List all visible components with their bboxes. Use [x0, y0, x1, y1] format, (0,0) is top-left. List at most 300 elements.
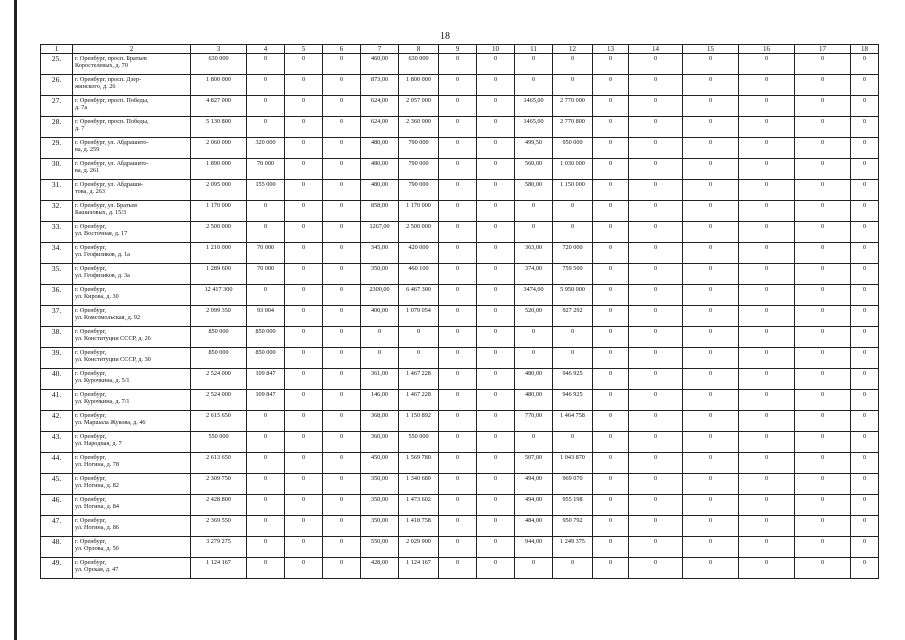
- value-cell: 550 000: [191, 432, 247, 453]
- value-cell: 0: [285, 327, 323, 348]
- value-cell: 0: [629, 369, 683, 390]
- value-cell: 0: [739, 138, 795, 159]
- value-cell: 0: [247, 558, 285, 579]
- value-cell: 2 524 000: [191, 390, 247, 411]
- value-cell: 0: [477, 495, 515, 516]
- value-cell: 0: [247, 285, 285, 306]
- value-cell: 0: [593, 453, 629, 474]
- address-line: ва, д. 259: [75, 146, 100, 153]
- value-cell: 0: [285, 285, 323, 306]
- value-cell: 374,00: [515, 264, 553, 285]
- value-cell: 0: [477, 180, 515, 201]
- row-number: 26.: [41, 75, 73, 96]
- column-number: 4: [247, 45, 285, 54]
- row-number: 40.: [41, 369, 73, 390]
- column-number: 3: [191, 45, 247, 54]
- address-line: ул. Восточная, д. 17: [75, 230, 128, 237]
- value-cell: 0: [515, 222, 553, 243]
- value-cell: 0: [795, 369, 851, 390]
- value-cell: 0: [629, 201, 683, 222]
- value-cell: 0: [739, 159, 795, 180]
- value-cell: 0: [247, 222, 285, 243]
- row-number: 48.: [41, 537, 73, 558]
- value-cell: 0: [851, 96, 879, 117]
- value-cell: 0: [683, 411, 739, 432]
- value-cell: 0: [629, 138, 683, 159]
- value-cell: 0: [515, 201, 553, 222]
- row-number: 32.: [41, 201, 73, 222]
- address-line: г. Оренбург,: [75, 223, 107, 230]
- value-cell: 0: [629, 432, 683, 453]
- value-cell: 0: [285, 411, 323, 432]
- value-cell: 0: [439, 285, 477, 306]
- value-cell: 0: [515, 54, 553, 75]
- value-cell: 0: [739, 180, 795, 201]
- value-cell: 5 950 000: [553, 285, 593, 306]
- value-cell: 2 369 550: [191, 516, 247, 537]
- value-cell: 1 800 000: [399, 75, 439, 96]
- value-cell: 0: [477, 453, 515, 474]
- value-cell: 0: [477, 516, 515, 537]
- value-cell: 0: [247, 537, 285, 558]
- table-row: [41, 348, 879, 369]
- row-number: 27.: [41, 96, 73, 117]
- address-line: г. Оренбург,: [75, 265, 107, 272]
- column-number: 2: [73, 45, 191, 54]
- value-cell: 0: [477, 264, 515, 285]
- value-cell: 1 464 758: [553, 411, 593, 432]
- address-line: ул. Геофизиков, д. 3а: [75, 272, 130, 279]
- value-cell: 720 000: [553, 243, 593, 264]
- value-cell: 0: [593, 222, 629, 243]
- value-cell: 1 340 680: [399, 474, 439, 495]
- value-cell: 0: [323, 243, 361, 264]
- value-cell: 480,00: [361, 159, 399, 180]
- address-cell: [73, 138, 191, 159]
- row-number: 25.: [41, 54, 73, 75]
- value-cell: 0: [593, 243, 629, 264]
- value-cell: 1 467 228: [399, 390, 439, 411]
- value-cell: 70 000: [247, 264, 285, 285]
- value-cell: 0: [439, 474, 477, 495]
- value-cell: 4 827 000: [191, 96, 247, 117]
- address-line: г. Оренбург,: [75, 454, 107, 461]
- address-line: г. Оренбург,: [75, 286, 107, 293]
- table-row: [41, 432, 879, 453]
- address-line: г. Оренбург,: [75, 370, 107, 377]
- value-cell: 0: [247, 54, 285, 75]
- value-cell: 969 070: [553, 474, 593, 495]
- value-cell: 361,00: [361, 369, 399, 390]
- value-cell: 2 309 750: [191, 474, 247, 495]
- value-cell: 0: [683, 264, 739, 285]
- address-cell: [73, 159, 191, 180]
- column-number: 9: [439, 45, 477, 54]
- value-cell: 0: [795, 348, 851, 369]
- value-cell: 1 800 000: [191, 75, 247, 96]
- value-cell: 1 124 167: [399, 558, 439, 579]
- address-cell: [73, 222, 191, 243]
- value-cell: 460 100: [399, 264, 439, 285]
- address-line: г. Оренбург,: [75, 559, 107, 566]
- value-cell: 0: [795, 537, 851, 558]
- value-cell: 0: [629, 54, 683, 75]
- value-cell: 0: [593, 369, 629, 390]
- value-cell: 0: [739, 264, 795, 285]
- value-cell: 1 249 375: [553, 537, 593, 558]
- value-cell: 0: [629, 222, 683, 243]
- value-cell: 2 360 000: [399, 117, 439, 138]
- table-row: [41, 327, 879, 348]
- page-number: 18: [440, 31, 450, 42]
- value-cell: 350,00: [361, 495, 399, 516]
- value-cell: 0: [739, 411, 795, 432]
- value-cell: 0: [477, 159, 515, 180]
- value-cell: 550 000: [399, 432, 439, 453]
- value-cell: 0: [477, 411, 515, 432]
- value-cell: 0: [683, 432, 739, 453]
- column-number-header: [41, 45, 879, 54]
- value-cell: 0: [629, 243, 683, 264]
- value-cell: 0: [323, 180, 361, 201]
- value-cell: 0: [515, 348, 553, 369]
- value-cell: 70 000: [247, 243, 285, 264]
- value-cell: 0: [285, 432, 323, 453]
- value-cell: 0: [851, 54, 879, 75]
- value-cell: 0: [285, 264, 323, 285]
- value-cell: 0: [683, 537, 739, 558]
- value-cell: 0: [683, 306, 739, 327]
- value-cell: 0: [683, 474, 739, 495]
- value-cell: 0: [795, 432, 851, 453]
- value-cell: 0: [439, 390, 477, 411]
- value-cell: 0: [323, 54, 361, 75]
- row-number: 44.: [41, 453, 73, 474]
- value-cell: 0: [439, 180, 477, 201]
- value-cell: 873,00: [361, 75, 399, 96]
- row-number: 49.: [41, 558, 73, 579]
- register-table: [40, 44, 879, 579]
- value-cell: 0: [739, 285, 795, 306]
- value-cell: 0: [593, 411, 629, 432]
- value-cell: 0: [477, 306, 515, 327]
- table-row: [41, 390, 879, 411]
- value-cell: 70 000: [247, 159, 285, 180]
- value-cell: 0: [683, 75, 739, 96]
- value-cell: 0: [439, 453, 477, 474]
- value-cell: 0: [553, 222, 593, 243]
- table-row: [41, 96, 879, 117]
- value-cell: 0: [323, 159, 361, 180]
- value-cell: 955 198: [553, 495, 593, 516]
- value-cell: 0: [247, 516, 285, 537]
- value-cell: 450,00: [361, 453, 399, 474]
- value-cell: 0: [795, 474, 851, 495]
- value-cell: 0: [851, 453, 879, 474]
- column-number: 11: [515, 45, 553, 54]
- value-cell: 494,00: [515, 474, 553, 495]
- address-line: ул. Кирова, д. 30: [75, 293, 119, 300]
- value-cell: 790 000: [399, 159, 439, 180]
- value-cell: 0: [683, 96, 739, 117]
- value-cell: 0: [553, 75, 593, 96]
- value-cell: 0: [739, 474, 795, 495]
- value-cell: 0: [629, 453, 683, 474]
- address-cell: [73, 117, 191, 138]
- value-cell: 0: [285, 117, 323, 138]
- value-cell: 0: [285, 243, 323, 264]
- value-cell: 580,00: [515, 180, 553, 201]
- value-cell: 0: [285, 96, 323, 117]
- column-number: 16: [739, 45, 795, 54]
- value-cell: 0: [477, 96, 515, 117]
- address-cell: [73, 243, 191, 264]
- value-cell: 0: [593, 327, 629, 348]
- value-cell: 950 792: [553, 516, 593, 537]
- value-cell: 0: [795, 222, 851, 243]
- value-cell: 0: [739, 75, 795, 96]
- row-number: 37.: [41, 306, 73, 327]
- value-cell: 946 925: [553, 390, 593, 411]
- value-cell: 0: [851, 159, 879, 180]
- value-cell: 0: [683, 201, 739, 222]
- value-cell: 0: [593, 348, 629, 369]
- value-cell: 0: [285, 159, 323, 180]
- value-cell: 0: [285, 201, 323, 222]
- address-line: г. Оренбург,: [75, 517, 107, 524]
- value-cell: 0: [683, 159, 739, 180]
- value-cell: 0: [477, 117, 515, 138]
- value-cell: 0: [515, 327, 553, 348]
- value-cell: 360,00: [361, 432, 399, 453]
- address-cell: [73, 432, 191, 453]
- value-cell: 0: [683, 138, 739, 159]
- address-line: Коростелевых, д. 70: [75, 62, 128, 69]
- value-cell: 0: [629, 495, 683, 516]
- value-cell: 0: [247, 117, 285, 138]
- value-cell: 0: [683, 516, 739, 537]
- value-cell: 1 473 602: [399, 495, 439, 516]
- value-cell: 946 925: [553, 369, 593, 390]
- value-cell: 0: [851, 348, 879, 369]
- row-number: 30.: [41, 159, 73, 180]
- address-line: Башиловых, д. 15/3: [75, 209, 127, 216]
- value-cell: 858,00: [361, 201, 399, 222]
- value-cell: 0: [439, 348, 477, 369]
- value-cell: 520,00: [515, 306, 553, 327]
- value-cell: 2 770 800: [553, 117, 593, 138]
- value-cell: 0: [739, 390, 795, 411]
- value-cell: 0: [247, 495, 285, 516]
- value-cell: 0: [683, 117, 739, 138]
- table-row: [41, 453, 879, 474]
- value-cell: 109 847: [247, 369, 285, 390]
- value-cell: 2 060 000: [191, 138, 247, 159]
- value-cell: 0: [593, 54, 629, 75]
- value-cell: 0: [795, 117, 851, 138]
- value-cell: 0: [629, 348, 683, 369]
- value-cell: 0: [477, 138, 515, 159]
- value-cell: 0: [247, 453, 285, 474]
- value-cell: 0: [439, 495, 477, 516]
- value-cell: 0: [739, 327, 795, 348]
- value-cell: 630 000: [191, 54, 247, 75]
- value-cell: 0: [515, 75, 553, 96]
- value-cell: 0: [795, 558, 851, 579]
- value-cell: 5 130 800: [191, 117, 247, 138]
- value-cell: 850 000: [247, 348, 285, 369]
- value-cell: 93 004: [247, 306, 285, 327]
- value-cell: 0: [851, 75, 879, 96]
- table-row: [41, 411, 879, 432]
- value-cell: 3474,00: [515, 285, 553, 306]
- row-number: 31.: [41, 180, 73, 201]
- value-cell: 0: [851, 432, 879, 453]
- row-number: 33.: [41, 222, 73, 243]
- value-cell: 0: [629, 306, 683, 327]
- value-cell: 0: [553, 327, 593, 348]
- column-number: 8: [399, 45, 439, 54]
- value-cell: 0: [553, 432, 593, 453]
- table-row: [41, 495, 879, 516]
- value-cell: 428,00: [361, 558, 399, 579]
- address-line: г. Оренбург,: [75, 328, 107, 335]
- value-cell: 624,00: [361, 117, 399, 138]
- value-cell: 0: [553, 54, 593, 75]
- value-cell: 0: [285, 516, 323, 537]
- value-cell: 0: [629, 411, 683, 432]
- value-cell: 2 613 650: [191, 453, 247, 474]
- value-cell: 0: [739, 516, 795, 537]
- value-cell: 0: [739, 201, 795, 222]
- value-cell: 0: [593, 474, 629, 495]
- address-line: ул. Комсомольская, д. 92: [75, 314, 141, 321]
- value-cell: 0: [323, 348, 361, 369]
- value-cell: 630 000: [399, 54, 439, 75]
- table-row: [41, 285, 879, 306]
- value-cell: 363,00: [515, 243, 553, 264]
- value-cell: 480,00: [515, 390, 553, 411]
- value-cell: 770,00: [515, 411, 553, 432]
- address-line: г. Оренбург,: [75, 538, 107, 545]
- value-cell: 1465,00: [515, 96, 553, 117]
- value-cell: 0: [795, 243, 851, 264]
- value-cell: 0: [629, 159, 683, 180]
- table-row: [41, 369, 879, 390]
- value-cell: 0: [629, 264, 683, 285]
- value-cell: 0: [553, 201, 593, 222]
- value-cell: 1 150 892: [399, 411, 439, 432]
- value-cell: 0: [477, 537, 515, 558]
- value-cell: 0: [739, 558, 795, 579]
- value-cell: 155 000: [247, 180, 285, 201]
- table-row: [41, 180, 879, 201]
- value-cell: 0: [795, 54, 851, 75]
- value-cell: 400,00: [361, 306, 399, 327]
- value-cell: 0: [323, 516, 361, 537]
- address-cell: [73, 558, 191, 579]
- address-line: г. Оренбург,: [75, 433, 107, 440]
- address-cell: [73, 264, 191, 285]
- scan-edge-shadow: [14, 0, 17, 640]
- value-cell: 0: [593, 516, 629, 537]
- address-line: ул. Ногина, д. 84: [75, 503, 119, 510]
- value-cell: 850 000: [191, 327, 247, 348]
- value-cell: 0: [477, 222, 515, 243]
- value-cell: 146,00: [361, 390, 399, 411]
- value-cell: 0: [851, 558, 879, 579]
- address-line: г. Оренбург, просп. Победы,: [75, 118, 149, 125]
- table-row: [41, 243, 879, 264]
- value-cell: 0: [593, 117, 629, 138]
- value-cell: 0: [795, 75, 851, 96]
- value-cell: 0: [629, 390, 683, 411]
- value-cell: 0: [439, 138, 477, 159]
- address-cell: [73, 390, 191, 411]
- value-cell: 0: [477, 432, 515, 453]
- value-cell: 0: [399, 348, 439, 369]
- value-cell: 0: [739, 117, 795, 138]
- value-cell: 0: [439, 327, 477, 348]
- value-cell: 0: [361, 348, 399, 369]
- value-cell: 0: [323, 327, 361, 348]
- address-line: г. Оренбург, ул. Абдраши-: [75, 181, 143, 188]
- address-line: ул. Конституции СССР, д. 30: [75, 356, 151, 363]
- value-cell: 2 099 350: [191, 306, 247, 327]
- value-cell: 0: [285, 348, 323, 369]
- value-cell: 0: [851, 138, 879, 159]
- table-row: [41, 117, 879, 138]
- value-cell: 0: [439, 75, 477, 96]
- value-cell: 0: [851, 222, 879, 243]
- row-number: 29.: [41, 138, 73, 159]
- address-line: ул. Орская, д. 47: [75, 566, 119, 573]
- value-cell: 0: [795, 96, 851, 117]
- value-cell: 2 615 650: [191, 411, 247, 432]
- value-cell: 0: [629, 537, 683, 558]
- value-cell: 0: [683, 453, 739, 474]
- table-row: [41, 558, 879, 579]
- value-cell: 0: [593, 138, 629, 159]
- column-number: 13: [593, 45, 629, 54]
- value-cell: 0: [323, 369, 361, 390]
- value-cell: 480,00: [515, 369, 553, 390]
- value-cell: 0: [285, 495, 323, 516]
- value-cell: 1 418 758: [399, 516, 439, 537]
- value-cell: 0: [593, 495, 629, 516]
- row-number: 36.: [41, 285, 73, 306]
- value-cell: 0: [851, 285, 879, 306]
- table-row: [41, 306, 879, 327]
- value-cell: 2 770 000: [553, 96, 593, 117]
- value-cell: 0: [851, 369, 879, 390]
- column-number: 12: [553, 45, 593, 54]
- value-cell: 420 000: [399, 243, 439, 264]
- address-line: г. Оренбург, ул. Абдрашито-: [75, 160, 149, 167]
- value-cell: 2 524 000: [191, 369, 247, 390]
- value-cell: 12 417 300: [191, 285, 247, 306]
- value-cell: 0: [851, 411, 879, 432]
- value-cell: 0: [739, 495, 795, 516]
- address-cell: [73, 495, 191, 516]
- value-cell: 0: [683, 495, 739, 516]
- value-cell: 0: [439, 243, 477, 264]
- row-number: 45.: [41, 474, 73, 495]
- value-cell: 0: [795, 201, 851, 222]
- value-cell: 0: [593, 180, 629, 201]
- address-line: г. Оренбург,: [75, 412, 107, 419]
- value-cell: 0: [439, 159, 477, 180]
